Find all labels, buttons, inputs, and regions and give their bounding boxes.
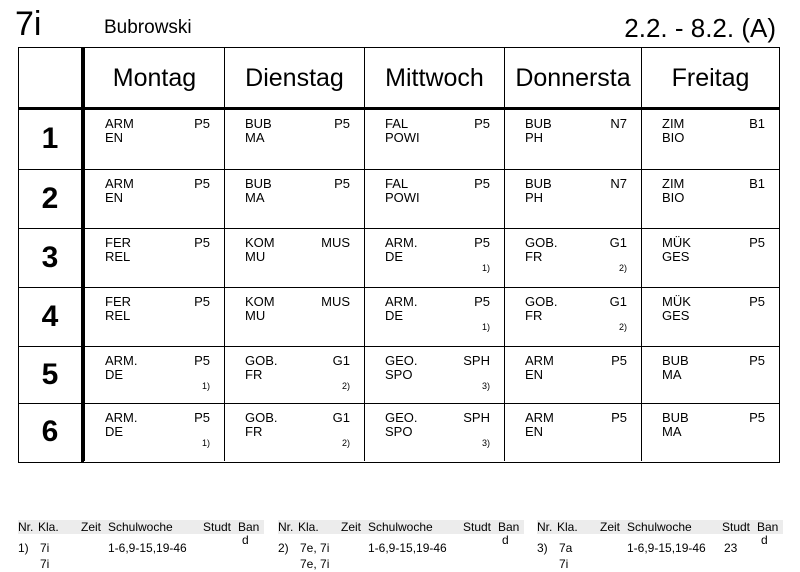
- lesson-cell[interactable]: [504, 169, 641, 228]
- subject-code: MA: [662, 424, 682, 439]
- subject-code: FR: [525, 249, 543, 264]
- teacher-code: ARM: [525, 353, 554, 368]
- subject-code: EN: [105, 130, 124, 145]
- teacher-code: BUB: [245, 176, 272, 191]
- lesson-cell[interactable]: [504, 109, 641, 169]
- room-code: P5: [474, 116, 490, 131]
- room-code: P5: [749, 410, 765, 425]
- lesson-cell[interactable]: [504, 346, 641, 403]
- room-code: SPH: [463, 410, 490, 425]
- class-id: 7i: [15, 5, 42, 43]
- footnote-header-kla: Kla.: [38, 520, 59, 534]
- lesson-cell[interactable]: [84, 346, 224, 403]
- period-number: 4: [41, 299, 59, 333]
- teacher-code: KOM: [245, 235, 275, 250]
- footnote-header-ban: Ban: [238, 520, 260, 534]
- teacher-code: ARM: [105, 116, 134, 131]
- subject-code: SPO: [385, 367, 413, 382]
- footnote-header-kla: Kla.: [298, 520, 319, 534]
- lesson-cell[interactable]: [224, 169, 364, 228]
- footnote-header-ban: Ban: [757, 520, 779, 534]
- teacher-code: BUB: [525, 176, 552, 191]
- teacher-code: ARM.: [385, 294, 418, 309]
- subject-code: BIO: [662, 190, 685, 205]
- lesson-cell[interactable]: [364, 403, 504, 461]
- lesson-cell[interactable]: [364, 109, 504, 169]
- subject-code: EN: [525, 424, 544, 439]
- lesson-cell[interactable]: [641, 346, 779, 403]
- footnote-ref: 1): [481, 322, 490, 332]
- footnote-ref: 1): [201, 438, 210, 448]
- footnote-ref: 1): [201, 381, 210, 391]
- footnote-header: [537, 520, 783, 534]
- footnote-header-nr: Nr.: [278, 520, 294, 534]
- lesson-cell[interactable]: [224, 346, 364, 403]
- room-code: P5: [194, 410, 210, 425]
- room-code: MUS: [321, 235, 350, 250]
- teacher-name: Bubrowski: [104, 17, 192, 38]
- footnote-weeks: 1-6,9-15,19-46: [368, 541, 447, 555]
- teacher-code: ZIM: [662, 116, 685, 131]
- room-code: P5: [749, 294, 765, 309]
- subject-code: POWI: [385, 130, 420, 145]
- subject-code: GES: [662, 249, 690, 264]
- lesson-cell[interactable]: [84, 287, 224, 346]
- footnote-header-zeit: Zeit: [341, 520, 362, 534]
- subject-code: REL: [105, 249, 131, 264]
- footnote-header-schulwoche: Schulwoche: [368, 520, 433, 534]
- teacher-code: BUB: [662, 353, 689, 368]
- footnote-ref: 2): [341, 438, 350, 448]
- room-code: P5: [194, 294, 210, 309]
- footnote-header-ban2: d: [502, 533, 509, 547]
- teacher-code: GOB.: [245, 353, 278, 368]
- lesson-cell[interactable]: [224, 109, 364, 169]
- subject-code: DE: [105, 424, 124, 439]
- teacher-code: MÜK: [662, 235, 691, 250]
- subject-code: SPO: [385, 424, 413, 439]
- subject-code: MA: [245, 130, 265, 145]
- room-code: G1: [609, 235, 627, 250]
- room-code: P5: [194, 176, 210, 191]
- day-header-3: Donnersta: [504, 48, 641, 109]
- footnote-ref: 1): [481, 263, 490, 273]
- footnote-class: 7e, 7i: [300, 541, 330, 555]
- footnote-header-kla: Kla.: [557, 520, 578, 534]
- footnote-studt: 23: [724, 541, 738, 555]
- lesson-cell[interactable]: [224, 403, 364, 461]
- teacher-code: ARM.: [385, 235, 418, 250]
- room-code: P5: [611, 410, 627, 425]
- subject-code: DE: [385, 249, 404, 264]
- subject-code: FR: [525, 308, 543, 323]
- day-header-0: Montag: [84, 48, 224, 109]
- lesson-cell[interactable]: [224, 228, 364, 287]
- footnote-header-studt: Studt: [463, 520, 492, 534]
- lesson-cell[interactable]: [84, 403, 224, 461]
- lesson-cell[interactable]: [641, 287, 779, 346]
- teacher-code: ARM: [105, 176, 134, 191]
- subject-code: BIO: [662, 130, 685, 145]
- subject-code: MA: [662, 367, 682, 382]
- subject-code: EN: [525, 367, 544, 382]
- period-number: 2: [41, 181, 59, 215]
- subject-code: PH: [525, 130, 544, 145]
- teacher-code: GOB.: [245, 410, 278, 425]
- footnote-header-ban: Ban: [498, 520, 520, 534]
- footnote-header: [278, 520, 524, 534]
- footnote-class: 7a: [559, 541, 573, 555]
- day-header-4: Freitag: [641, 48, 779, 109]
- teacher-code: MÜK: [662, 294, 691, 309]
- teacher-code: GEO.: [385, 353, 418, 368]
- lesson-cell[interactable]: [641, 403, 779, 461]
- room-code: P5: [749, 353, 765, 368]
- footnote-header-schulwoche: Schulwoche: [627, 520, 692, 534]
- room-code: N7: [610, 116, 627, 131]
- room-code: P5: [194, 353, 210, 368]
- teacher-code: ARM.: [105, 410, 138, 425]
- footnote-header-studt: Studt: [203, 520, 232, 534]
- lesson-cell[interactable]: [504, 403, 641, 461]
- period-number: 6: [41, 415, 59, 448]
- room-code: B1: [749, 176, 765, 191]
- lesson-cell[interactable]: [364, 169, 504, 228]
- teacher-code: KOM: [245, 294, 275, 309]
- subject-code: MA: [245, 190, 265, 205]
- footnote-header-schulwoche: Schulwoche: [108, 520, 173, 534]
- footnote-header-nr: Nr.: [537, 520, 553, 534]
- lesson-cell[interactable]: [504, 287, 641, 346]
- room-code: G1: [609, 294, 627, 309]
- lesson-cell[interactable]: [364, 228, 504, 287]
- day-header-1: Dienstag: [224, 48, 364, 109]
- footnote-header-ban2: d: [242, 533, 249, 547]
- room-code: P5: [194, 116, 210, 131]
- lesson-cell[interactable]: [224, 287, 364, 346]
- room-code: P5: [474, 294, 490, 309]
- teacher-code: FER: [105, 294, 131, 309]
- footnote-table: [278, 520, 524, 571]
- room-code: P5: [474, 235, 490, 250]
- room-code: MUS: [321, 294, 350, 309]
- subject-code: EN: [105, 190, 124, 205]
- subject-code: FR: [245, 424, 263, 439]
- footnote-header-nr: Nr.: [18, 520, 34, 534]
- period-number: 3: [41, 240, 59, 274]
- lesson-cell[interactable]: [641, 228, 779, 287]
- subject-code: GES: [662, 308, 690, 323]
- teacher-code: BUB: [662, 410, 689, 425]
- period-number: 1: [41, 122, 59, 155]
- room-code: P5: [611, 353, 627, 368]
- footnote-weeks: 1-6,9-15,19-46: [108, 541, 187, 555]
- footnote-header-zeit: Zeit: [81, 520, 102, 534]
- footnote-header: [18, 520, 264, 534]
- footnote-table: [18, 520, 264, 571]
- room-code: P5: [749, 235, 765, 250]
- lesson-cell[interactable]: [364, 287, 504, 346]
- room-code: SPH: [463, 353, 490, 368]
- subject-code: FR: [245, 367, 263, 382]
- subject-code: MU: [245, 308, 266, 323]
- teacher-code: BUB: [525, 116, 552, 131]
- footnote-nr: 1): [18, 541, 29, 555]
- footnote-class-2: 7e, 7i: [300, 557, 330, 571]
- footnote-table: [537, 520, 783, 571]
- subject-code: DE: [105, 367, 124, 382]
- teacher-code: ZIM: [662, 176, 685, 191]
- teacher-code: GOB.: [525, 294, 558, 309]
- footnote-class-2: 7i: [40, 557, 50, 571]
- footnote-header-studt: Studt: [722, 520, 751, 534]
- subject-code: MU: [245, 249, 266, 264]
- teacher-code: ARM: [525, 410, 554, 425]
- week-range: 2.2. - 8.2. (A): [624, 13, 776, 43]
- footnote-ref: 3): [481, 438, 490, 448]
- footnote-ref: 3): [481, 381, 490, 391]
- footnote-nr: 3): [537, 541, 548, 555]
- footnote-header-zeit: Zeit: [600, 520, 621, 534]
- room-code: P5: [194, 235, 210, 250]
- lesson-cell[interactable]: [84, 228, 224, 287]
- lesson-cell[interactable]: [641, 169, 779, 228]
- teacher-code: GEO.: [385, 410, 418, 425]
- footnote-ref: 2): [618, 263, 627, 273]
- room-code: N7: [610, 176, 627, 191]
- teacher-code: FAL: [385, 176, 409, 191]
- room-code: G1: [332, 353, 350, 368]
- subject-code: REL: [105, 308, 131, 323]
- subject-code: POWI: [385, 190, 420, 205]
- footnote-class-2: 7i: [559, 557, 569, 571]
- period-number: 5: [41, 357, 59, 391]
- subject-code: PH: [525, 190, 544, 205]
- teacher-code: BUB: [245, 116, 272, 131]
- lesson-cell[interactable]: [84, 109, 224, 169]
- room-code: P5: [474, 176, 490, 191]
- lesson-cell[interactable]: [364, 346, 504, 403]
- room-code: B1: [749, 116, 765, 131]
- footnote-nr: 2): [278, 541, 289, 555]
- footnote-ref: 2): [341, 381, 350, 391]
- lesson-cell[interactable]: [84, 169, 224, 228]
- teacher-code: ARM.: [105, 353, 138, 368]
- room-code: P5: [334, 116, 350, 131]
- teacher-code: FER: [105, 235, 131, 250]
- room-code: G1: [332, 410, 350, 425]
- lesson-cell[interactable]: [504, 228, 641, 287]
- footnote-weeks: 1-6,9-15,19-46: [627, 541, 706, 555]
- footnote-header-ban2: d: [761, 533, 768, 547]
- subject-code: DE: [385, 308, 404, 323]
- teacher-code: GOB.: [525, 235, 558, 250]
- timetable-grid: [18, 47, 780, 463]
- teacher-code: FAL: [385, 116, 409, 131]
- day-header-2: Mittwoch: [364, 48, 504, 109]
- room-code: P5: [334, 176, 350, 191]
- footnote-class: 7i: [40, 541, 50, 555]
- footnote-ref: 2): [618, 322, 627, 332]
- lesson-cell[interactable]: [641, 109, 779, 169]
